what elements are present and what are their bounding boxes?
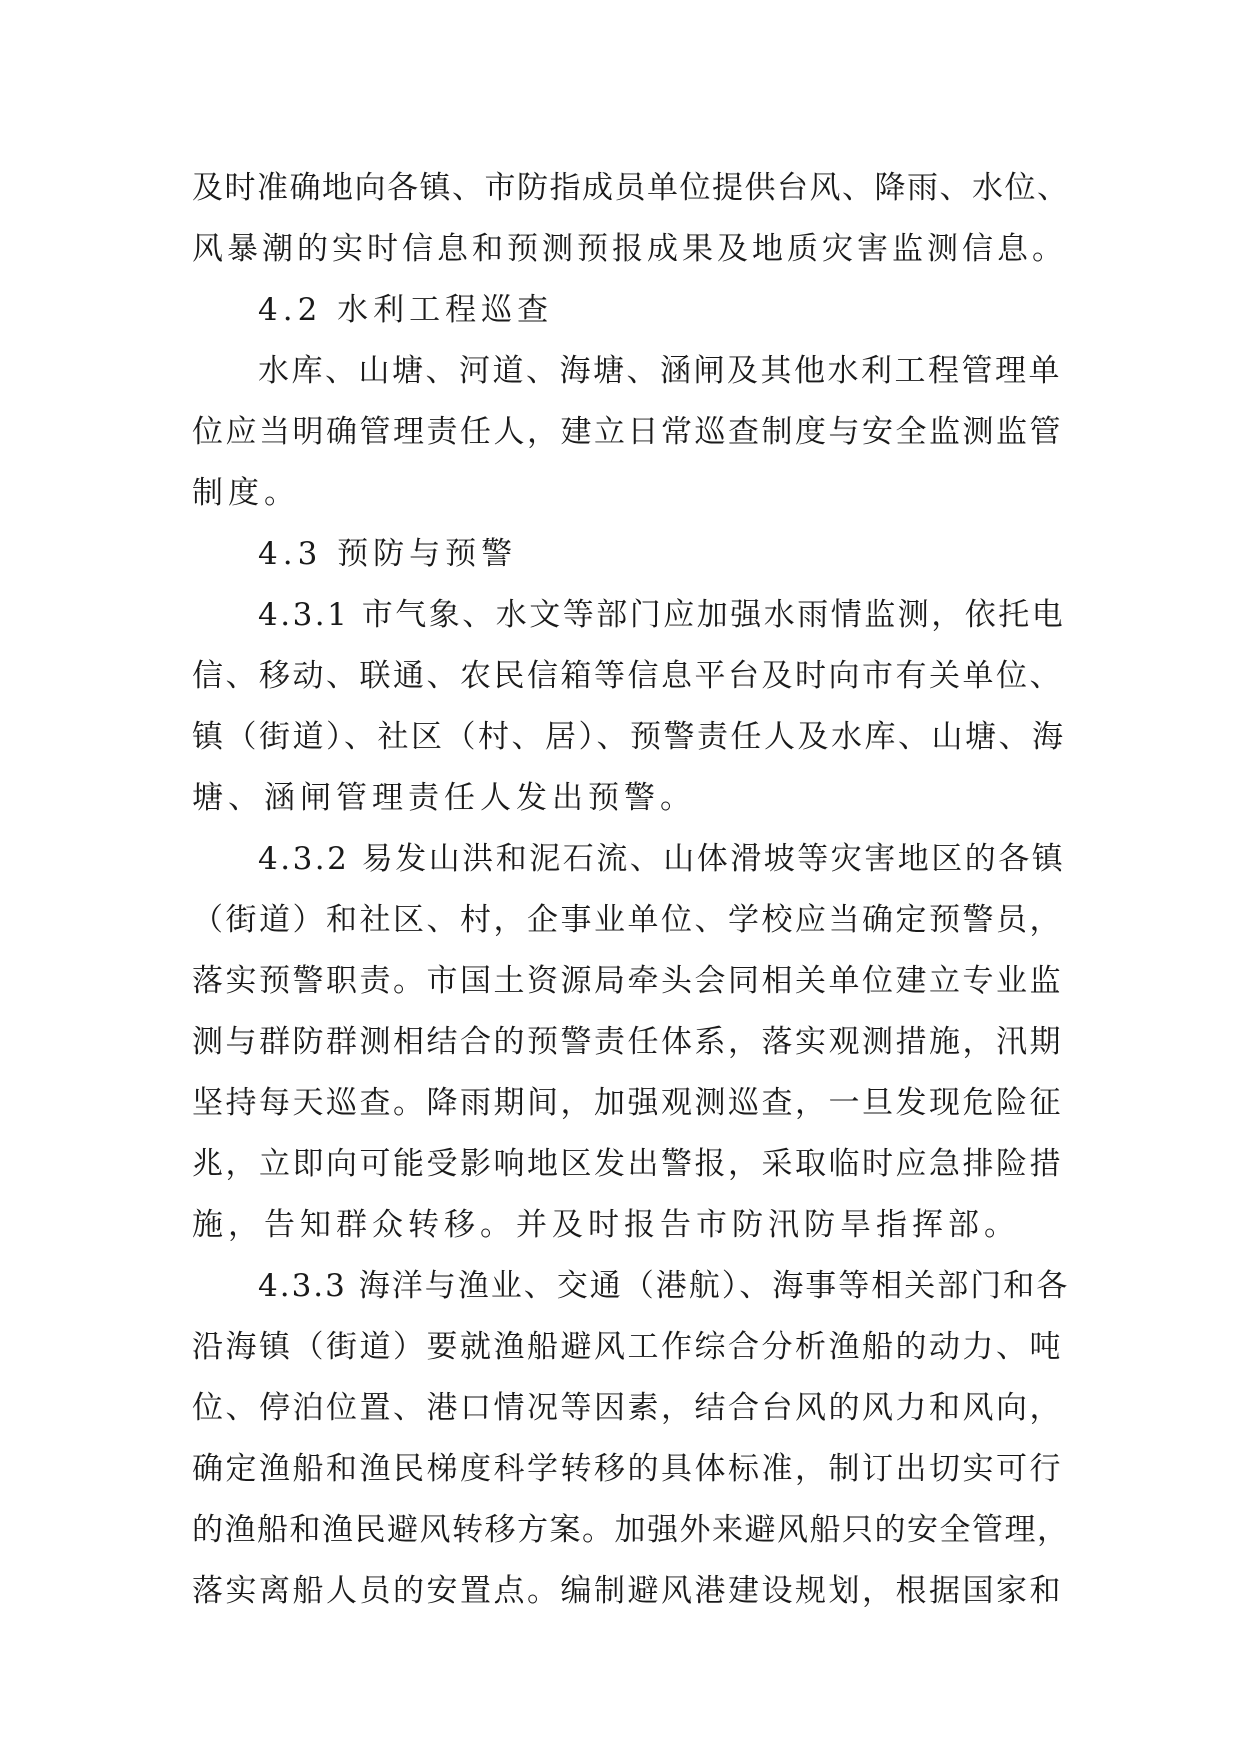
document-body	[192, 158, 1072, 1622]
text-line-1: 及时准确地向各镇、市防指成员单位提供台风、降雨、水位、	[192, 170, 1070, 206]
text-line-18: 施，告知群众转移。并及时报告市防汛防旱指挥部。	[192, 1207, 1020, 1243]
text-line-20: 沿海镇（街道）要就渔船避风工作综合分析渔船的动力、吨	[192, 1329, 1063, 1365]
text-line-9: 信、移动、联通、农民信箱等信息平台及时向市有关单位、	[192, 658, 1063, 694]
text-line-4: 水库、山塘、河道、海塘、涵闸及其他水利工程管理单	[258, 353, 1062, 389]
text-line-24: 落实离船人员的安置点。编制避风港建设规划，根据国家和	[192, 1573, 1063, 1609]
text-line-22: 确定渔船和渔民梯度科学转移的具体标准，制订出切实可行	[192, 1451, 1063, 1487]
text-line-16: 坚持每天巡查。降雨期间，加强观测巡查，一旦发现危险征	[192, 1085, 1063, 1121]
text-line-2: 风暴潮的实时信息和预测预报成果及地质灾害监测信息。	[192, 231, 1067, 267]
text-line-8: 4.3.1 市气象、水文等部门应加强水雨情监测，依托电	[258, 597, 1066, 633]
text-line-13: （街道）和社区、村，企事业单位、学校应当确定预警员，	[192, 902, 1063, 938]
section-heading-4-3: 4.3 预防与预警	[258, 536, 518, 572]
section-heading-4-2: 4.2 水利工程巡查	[258, 292, 554, 328]
text-line-12: 4.3.2 易发山洪和泥石流、山体滑坡等灾害地区的各镇	[258, 841, 1066, 877]
text-line-6: 制度。	[192, 475, 300, 511]
text-line-14: 落实预警职责。市国土资源局牵头会同相关单位建立专业监	[192, 963, 1063, 999]
text-line-19: 4.3.3 海洋与渔业、交通（港航）、海事等相关部门和各	[258, 1268, 1070, 1304]
text-line-21: 位、停泊位置、港口情况等因素，结合台风的风力和风向，	[192, 1390, 1063, 1426]
text-line-17: 兆，立即向可能受影响地区发出警报，采取临时应急排险措	[192, 1146, 1063, 1182]
text-line-15: 测与群防群测相结合的预警责任体系，落实观测措施，汛期	[192, 1024, 1063, 1060]
text-line-11: 塘、涵闸管理责任人发出预警。	[192, 780, 696, 816]
text-line-23: 的渔船和渔民避风转移方案。加强外来避风船只的安全管理，	[192, 1512, 1070, 1548]
text-line-10: 镇（街道）、社区（村、居）、预警责任人及水库、山塘、海	[192, 719, 1066, 755]
text-line-5: 位应当明确管理责任人，建立日常巡查制度与安全监测监管	[192, 414, 1063, 450]
